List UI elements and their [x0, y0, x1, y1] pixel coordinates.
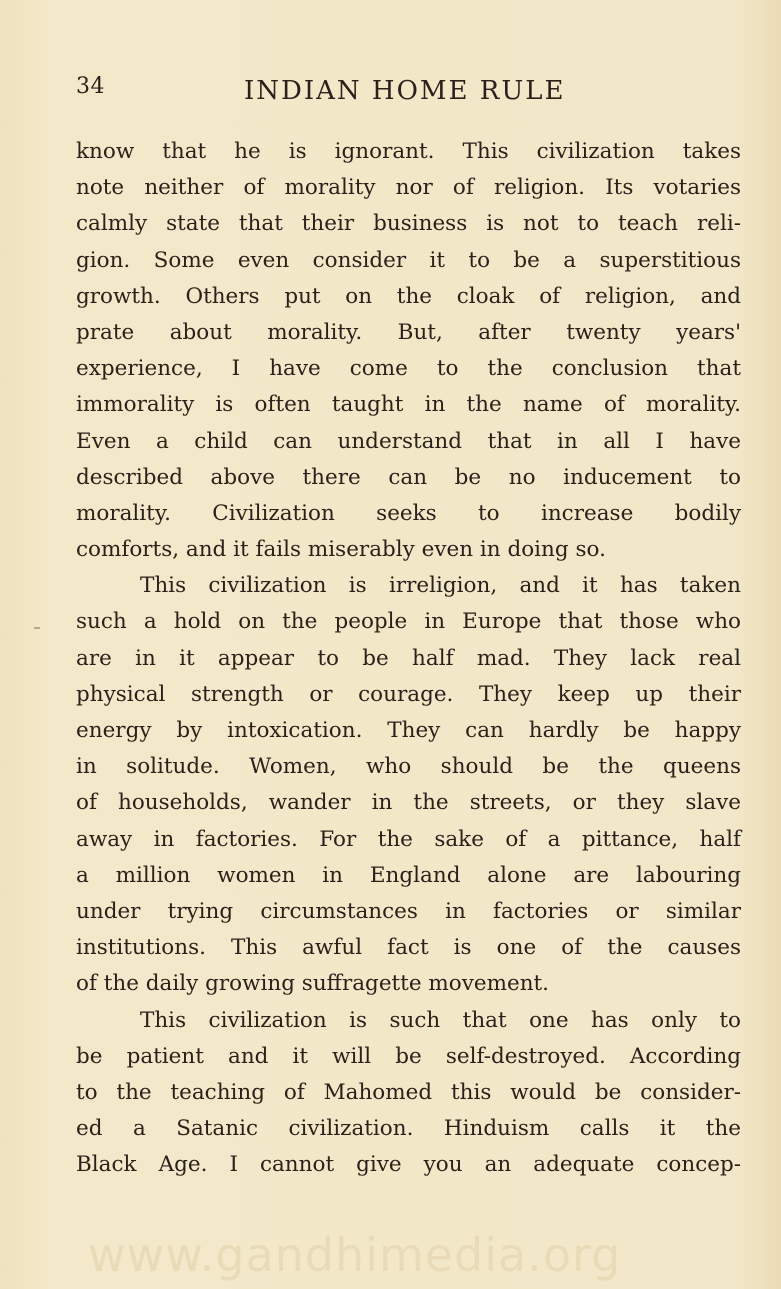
text-line: calmly state that their business is not to teach reli-	[76, 211, 741, 237]
text-line: prate about morality. But, after twenty years'	[76, 319, 741, 345]
text-line: of the daily growing suffragette movement.	[76, 971, 550, 997]
text-line: experience, I have come to the conclusion that	[76, 356, 741, 382]
text-line: note neither of morality nor of religion. Its votaries	[76, 175, 741, 201]
running-title: INDIAN HOME RULE	[244, 76, 566, 106]
text-line: This civilization is irreligion, and it has taken	[140, 573, 741, 599]
text-line: away in factories. For the sake of a pittance, half	[76, 826, 741, 852]
text-line: growth. Others put on the cloak of religion, and	[76, 283, 741, 309]
text-line: to the teaching of Mahomed this would be consider-	[76, 1079, 741, 1105]
page-number: 34	[76, 74, 105, 99]
text-line: gion. Some even consider it to be a superstitious	[76, 247, 741, 273]
text-line: be patient and it will be self-destroyed. According	[76, 1043, 741, 1069]
text-line: described above there can be no inducement to	[76, 464, 741, 490]
text-line: ed a Satanic civilization. Hinduism calls it the	[76, 1116, 741, 1142]
text-line: institutions. This awful fact is one of the causes	[76, 935, 741, 961]
text-line: such a hold on the people in Europe that those who	[76, 609, 741, 635]
text-line: are in it appear to be half mad. They lack real	[76, 645, 741, 671]
text-line: a million women in England alone are labouring	[76, 862, 741, 888]
paragraph-1	[76, 134, 741, 568]
text-line: of households, wander in the streets, or they slave	[76, 790, 741, 816]
text-line: Black Age. I cannot give you an adequate concep-	[76, 1152, 741, 1178]
text-line: physical strength or courage. They keep up their	[76, 681, 741, 707]
text-line: in solitude. Women, who should be the queens	[76, 754, 741, 780]
text-line: immorality is often taught in the name of morality.	[76, 392, 741, 418]
text-line: under trying circumstances in factories or similar	[76, 898, 741, 924]
margin-mark	[34, 627, 40, 629]
watermark: www.gandhimedia.org	[88, 1228, 622, 1282]
paragraph-2	[76, 568, 741, 1002]
page-header	[76, 74, 746, 114]
text-line: know that he is ignorant. This civilization takes	[76, 139, 741, 164]
paragraph-3	[76, 1003, 741, 1184]
text-line: morality. Civilization seeks to increase bodily	[76, 500, 741, 526]
text-line: energy by intoxication. They can hardly be happy	[76, 718, 741, 743]
text-line: comforts, and it fails miserably even in doing so.	[76, 537, 606, 563]
text-line: Even a child can understand that in all I have	[76, 428, 741, 454]
body-text	[76, 134, 741, 1183]
text-line: This civilization is such that one has only to	[140, 1007, 741, 1033]
